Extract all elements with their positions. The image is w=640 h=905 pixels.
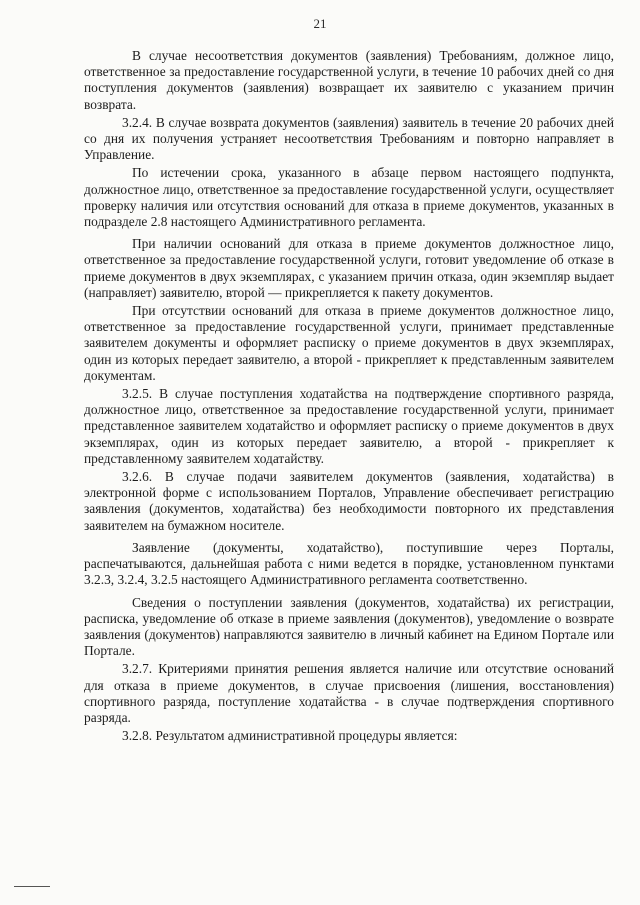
paragraph-deadline-check: По истечении срока, указанного в абзаце первом настоящего подпункта, должностное лицо, ответственное за предоставление государственной услуги, осуществляет проверку наличия или отсутствия оснований для отказа в приеме документов, указанных в подразделе 2.8 настоящего Административного регламента. xyxy=(84,165,614,230)
paragraph-3-2-6: 3.2.6. В случае подачи заявителем документов (заявления, ходатайства) в электронной форме с использованием Порталов, Управление обеспечивает регистрацию заявления (документов, ходатайства) без необходимости повторного их представления заявителем на бумажном носителе. xyxy=(84,469,614,533)
paragraph-3-2-5: 3.2.5. В случае поступления ходатайства на подтверждение спортивного разряда, должностное лицо, ответственное за предоставление государственной услуги, принимает представленное заявителем ходатайство и оформляет расписку о приеме документов в двух экземплярах, один из которых передает заявителю, а второй - прикрепляет к представленному заявителем ходатайству. xyxy=(84,386,614,466)
paragraph-return-conditions: В случае несоответствия документов (заявления) Требованиям, должное лицо, ответственное за предоставление государственной услуги, в течение 10 рабочих дней со дня поступления документов (заявления) возвращает их заявителю с указанием причин возврата. xyxy=(84,48,614,112)
paragraph-3-2-7: 3.2.7. Критериями принятия решения является наличие или отсутствие оснований для отказа в приеме документов, в случае присвоения (лишения, восстановления) спортивного разряда, поступление ходатайства - в случае подтверждения спортивного разряда. xyxy=(84,661,614,725)
paragraph-no-refusal-grounds: При отсутствии оснований для отказа в приеме документов должностное лицо, ответственное за предоставление государственной услуги, принимает представленные заявителем документы и оформляет расписку о приеме документов в двух экземплярах, один из которых передает заявителю, а второй - прикрепляет к представленным заявителем документам. xyxy=(84,303,614,383)
paragraph-notifications: Сведения о поступлении заявления (документов, ходатайства) их регистрации, расписка, уведомление об отказе в приеме заявления (документов), уведомление о возврате заявления (документов) направляются заявителю в личный кабинет на Едином Портале или Портале. xyxy=(84,594,614,659)
document-body xyxy=(84,48,614,746)
paragraph-refusal-grounds: При наличии оснований для отказа в приеме документов должностное лицо, ответственное за предоставление государственной услуги, готовит уведомление об отказе в приеме документов в двух экземплярах, с указанием причин отказа, один экземпляр выдает (направляет) заявителю, второй — прикрепляется к пакету документов. xyxy=(84,236,614,300)
paragraph-portal-documents: Заявление (документы, ходатайство), поступившие через Порталы, распечатываются, дальнейшая работа с ними ведется в порядке, установленном пунктами 3.2.3, 3.2.4, 3.2.5 настоящего Административного регламента соответственно. xyxy=(84,539,614,588)
paragraph-3-2-8: 3.2.8. Результатом административной процедуры является: xyxy=(122,728,458,744)
page-number: 21 xyxy=(313,16,327,31)
paragraph-3-2-4: 3.2.4. В случае возврата документов (заявления) заявитель в течение 20 рабочих дней со дня их получения устраняет несоответствия Требованиям и повторно направляет в Управление. xyxy=(84,114,614,163)
footer-divider xyxy=(14,886,50,887)
